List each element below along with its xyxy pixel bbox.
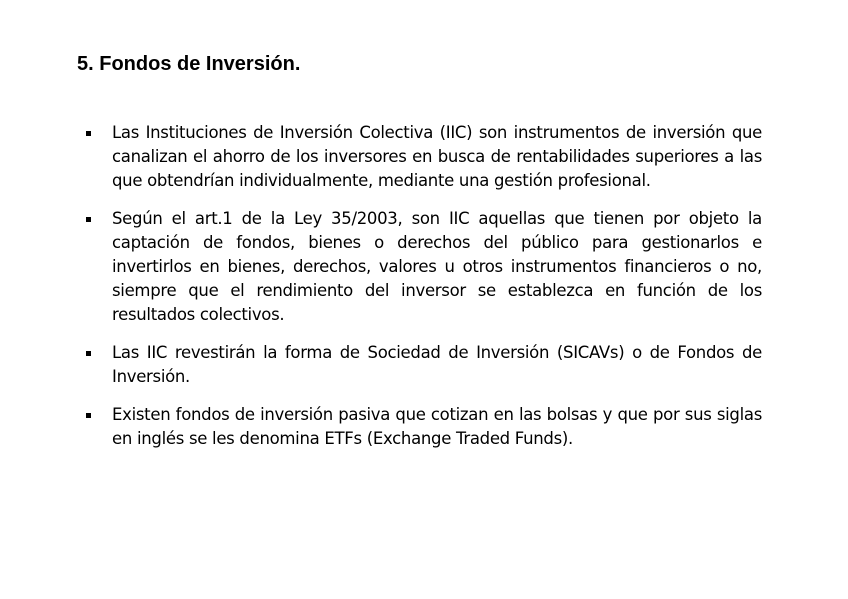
bullet-text: Según el art.1 de la Ley 35/2003, son IIC aquellas que tienen por objeto la captación de fondos, bienes o derechos del público para gestionarlos e invertirlos en bienes, derechos, valores u otros instrumentos financieros o no, siempre que el rendimiento del inversor se establezca en función de los resultados colectivos. [112, 209, 762, 324]
bullet-item [85, 121, 762, 193]
bullet-item [85, 403, 762, 451]
bullet-text: Las IIC revestirán la forma de Sociedad de Inversión (SICAVs) o de Fondos de Inversión. [112, 343, 762, 386]
page-title: 5. Fondos de Inversión. [77, 53, 301, 75]
bullet-text: Las Instituciones de Inversión Colectiva (IIC) son instrumentos de inversión que canalizan el ahorro de los inversores en busca de rentabilidades superiores a las que obtendrían individualmente, mediante una gestión profesional. [112, 123, 762, 190]
bullet-item [85, 341, 762, 389]
bullet-item [85, 207, 762, 327]
bullet-list [85, 121, 762, 465]
bullet-text: Existen fondos de inversión pasiva que cotizan en las bolsas y que por sus siglas en inglés se les denomina ETFs (Exchange Traded Funds). [112, 405, 762, 448]
